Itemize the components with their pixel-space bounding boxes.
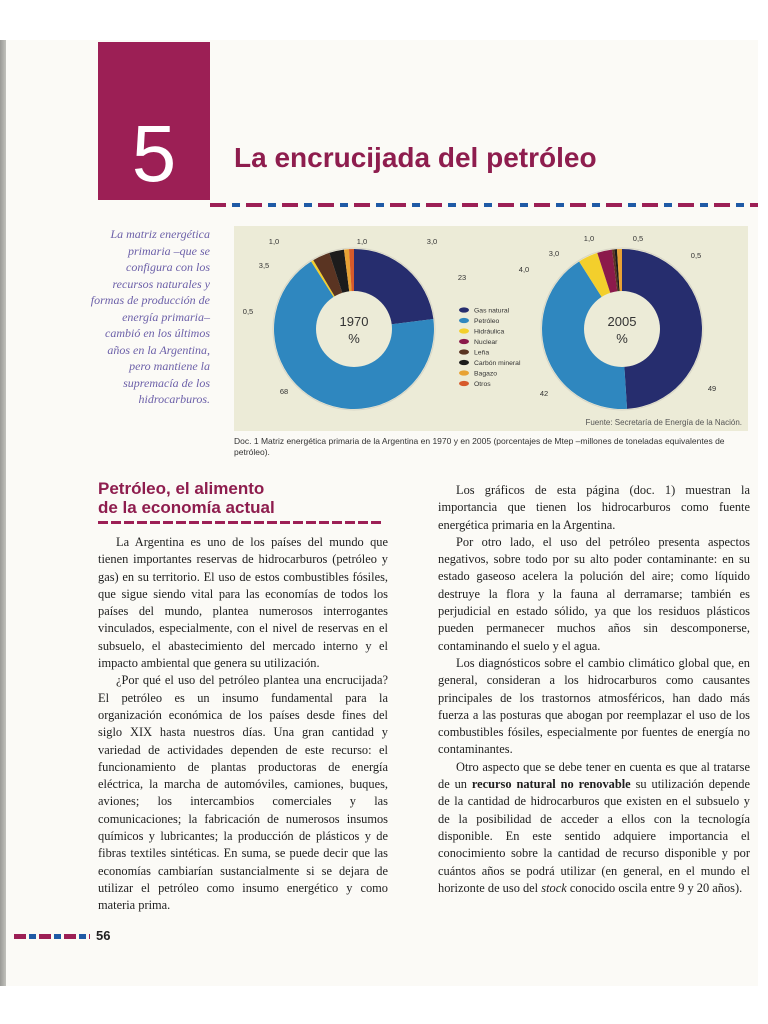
legend-label: Bagazo [474,370,498,378]
legend-label: Petróleo [474,318,500,326]
section-heading [98,479,275,517]
legend-label: Nuclear [474,339,498,347]
data-label: 4,0 [518,265,530,274]
legend-label: Gas natural [474,307,510,315]
footer-decoration [14,934,90,939]
paragraph-text: su utilización depende de la cantidad de hidrocarburos que existen en el subsuelo y de la posibilidad de acceder a ellos con la tecnología disponible. En este sentido adquiere importancia el conocimiento sobre la cantidad de recurso disponible y por cuántos años se podrá utilizar (en general, en el mundo el horizonte de uso del [438,777,750,895]
legend-label: Hidráulica [474,328,505,336]
data-label: 42 [539,389,549,398]
data-label: 0,5 [690,251,702,260]
chapter-title: La encrucijada del petróleo [234,142,597,173]
data-label: 1,0 [583,234,595,243]
data-label: 68 [279,387,289,396]
pie-title: 1970 [339,314,369,329]
body-paragraph [438,759,750,897]
data-label: 49 [707,384,717,393]
legend-swatch [459,318,469,323]
section-divider [98,521,384,524]
legend-label: Otros [474,381,491,389]
data-label: 3,0 [426,237,438,246]
italic-term: stock [541,880,567,895]
legend-swatch [459,370,469,375]
data-label: 1,0 [356,237,368,246]
bold-term: recurso natural no renovable [471,777,631,792]
chapter-number: 5 [131,109,177,198]
page-number: 56 [96,928,111,943]
pie-center [584,291,660,367]
caption-title: Matriz energética primaria de la Argentina en 1970 y en 2005 [260,436,492,446]
pie-unit: % [616,331,628,346]
legend-swatch [459,360,469,365]
body-paragraph: Los gráficos de esta página (doc. 1) muestran la importancia que tienen los hidrocarburos como fuente energética primaria en la Argentina. [438,483,750,532]
pie-center [316,291,392,367]
legend-swatch [459,307,469,312]
pie-charts [234,226,748,431]
body-paragraph: Los diagnósticos sobre el cambio climático global que, en general, consideran a los hidrocarburos como causantes principales de los trastornos atmosféricos, han dado más fuerza a las posturas que abogan por reemplazar el uso de los combustibles fósiles, especialmente por fuentes de energía no contaminantes. [438,655,750,757]
left-column [98,534,388,915]
legend-swatch [459,339,469,344]
legend-swatch [459,349,469,354]
chart-source: Fuente: Secretaría de Energía de la Nación. [585,418,742,427]
section-heading-line1: Petróleo, el alimento [98,479,265,498]
section-heading-line2: de la economía actual [98,498,275,517]
body-paragraph: Por otro lado, el uso del petróleo presenta aspectos negativos, sobre todo por su alto poder contaminante: en su estado gaseoso acelera la polución del aire; como líquido destruye la flora y la fauna al derramarse; también es perjudicial en estado sólido, ya que los residuos plásticos pueden permanecer muchos años sin descomponerse, contaminando el suelo y el agua. [438,534,750,653]
legend-label: Leña [474,349,490,357]
side-note: La matriz energética primaria –que se configura con los recursos naturales y formas de producción de energía primaria– cambió en los últimos años en la Argentina, pero mantiene la supremacía de los hidrocarburos. [90,227,210,406]
legend-swatch [459,328,469,333]
legend-label: Carbón mineral [474,360,521,368]
energy-matrix-figure [234,226,748,431]
caption-doc-label: Doc. 1 [234,436,259,446]
right-column [438,482,750,897]
paragraph-text: conocido oscila entre 9 y 20 años). [569,880,743,895]
paragraph-text: Otro aspecto que se debe tener en cuenta es que al tratarse de un [438,759,750,792]
data-label: 0,5 [632,234,644,243]
data-label: 3,5 [258,261,270,270]
figure-caption [234,436,734,458]
legend-swatch [459,381,469,386]
body-paragraph: ¿Por qué el uso del petróleo plantea una encrucijada? El petróleo es un insumo fundamental para la organización económica de los países desde fines del siglo XIX hasta nuestros días. Una gran cantidad y variedad de actividades dependen de este recurso: el funcionamiento de plantas productoras de energía eléctrica, la marcha de automóviles, camiones, buques, aviones; los intercambios comerciales y las comunicaciones; la fabricación de numerosos insumos químicos y lubricantes; la producción de plásticos y de fibras textiles sintéticas. En suma, se puede decir que las economías cambiarían sustancialmente si se dejara de utilizar el petróleo como insumo energético y como materia prima. [98,673,388,913]
data-label: 23 [457,273,467,282]
title-divider [210,203,758,207]
data-label: 0,5 [242,307,254,316]
data-label: 3,0 [548,249,560,258]
body-paragraph: La Argentina es uno de los países del mundo que tienen importantes reservas de hidrocarburos (petróleo y gas) en su territorio. El uso de estos combustibles fósiles, que sigue siendo vital para las economías de todos los países del mundo, plantea numerosos interrogantes vinculados, especialmente, con el nivel de reservas en el subsuelo, el abastecimiento del mercado interno y el impacto ambiental que genera su utilización. [98,535,388,671]
pie-title: 2005 [607,314,637,329]
data-label: 1,0 [268,237,280,246]
caption-detail: (porcentajes de Mtep –millones de toneladas equivalentes de petróleo). [234,436,725,457]
pie-unit: % [348,331,360,346]
chapter-number-box [98,42,210,200]
